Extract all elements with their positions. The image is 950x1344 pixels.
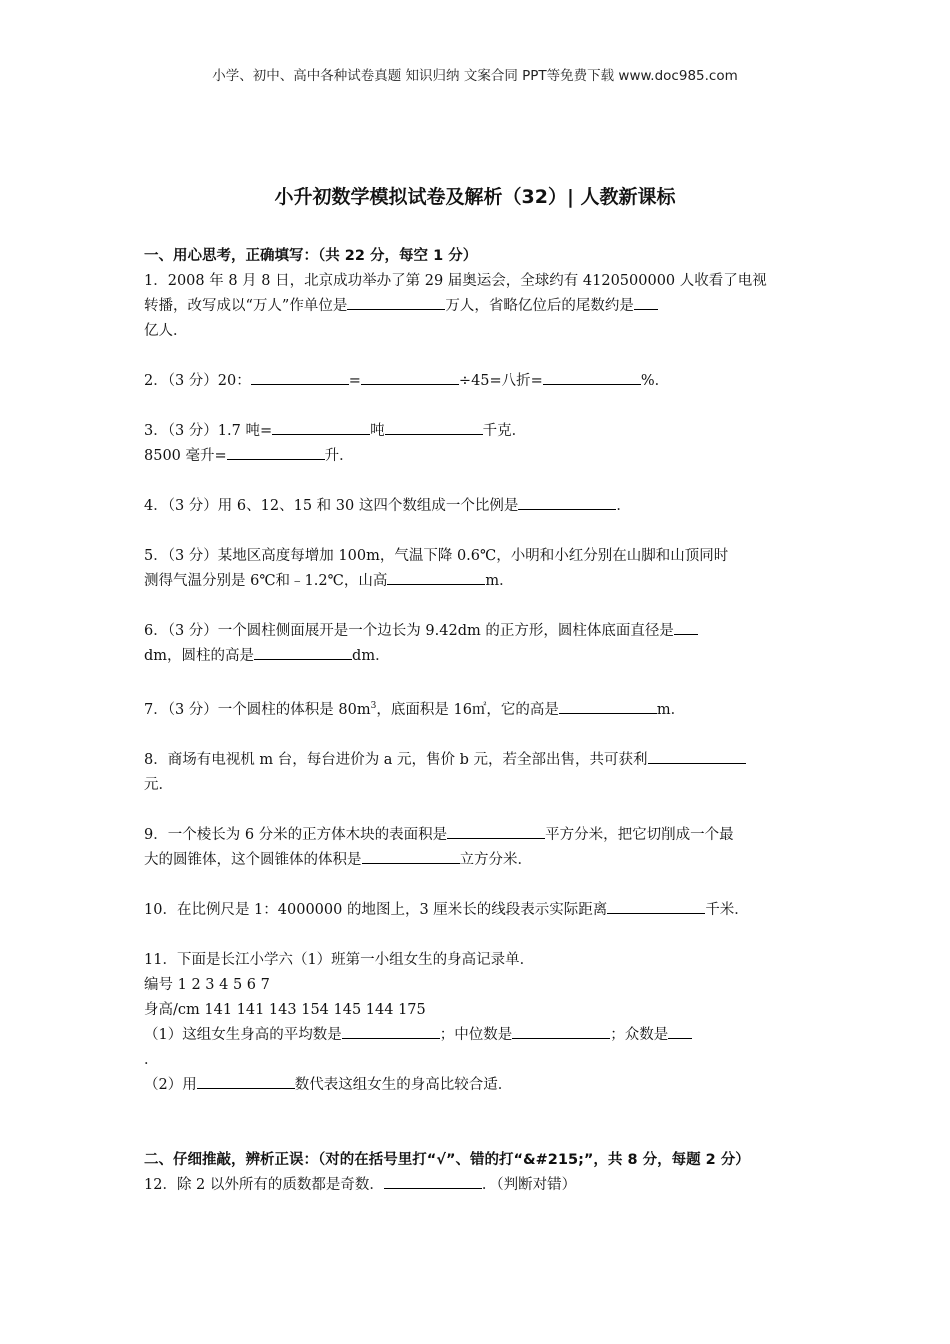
q10-blank-1[interactable]: [607, 898, 705, 914]
q11-blank-3[interactable]: [668, 1023, 692, 1039]
q12-text-b: ．（判断对错）: [481, 1176, 577, 1193]
q2-text-a: 2．（3 分）20：: [144, 373, 251, 389]
q2-text-d: %．: [640, 373, 670, 389]
page-title: 小升初数学模拟试卷及解析（32）| 人教新课标: [274, 186, 676, 208]
question-6: [144, 619, 809, 669]
q12-text-a: 12．除 2 以外所有的质数都是奇数．: [144, 1176, 384, 1193]
q11-blank-1[interactable]: [342, 1023, 440, 1039]
q4-blank-1[interactable]: [518, 494, 616, 510]
q1-text-b: 万人，省略亿位后的尾数约是: [445, 298, 634, 314]
q2-blank-2[interactable]: [361, 369, 459, 385]
q11-part2-text-a: （2）用: [144, 1076, 197, 1093]
question-4: [144, 494, 809, 519]
question-11: [144, 948, 809, 1098]
q2-text-b: =: [348, 373, 361, 389]
q6-text-b: dm，圆柱的高是: [144, 648, 255, 664]
q6-text-c: dm．: [352, 648, 390, 664]
q6-blank-2[interactable]: [254, 644, 352, 660]
page-header: 小学、初中、高中各种试卷真题 知识归纳 文案合同 PPT等免费下载 www.doc985.com: [212, 68, 738, 84]
q4-text-b: ．: [616, 498, 631, 514]
q7-text-c: m．: [656, 701, 686, 718]
q4-text-a: 4．（3 分）用 6、12、15 和 30 这四个数组成一个比例是: [144, 498, 519, 514]
q2-text-c: ÷45=八折=: [458, 373, 543, 389]
question-8: [144, 748, 809, 798]
q3-blank-2[interactable]: [385, 419, 483, 435]
q3-text-d: 8500 毫升=: [144, 448, 227, 464]
q3-text-c: 千克．: [482, 423, 527, 439]
q7-text-a: 7．（3 分）一个圆柱的体积是 80m: [144, 701, 371, 718]
q10-text-a: 10．在比例尺是 1：4000000 的地图上，3 厘米长的线段表示实际距离: [144, 901, 608, 918]
section-1-heading: 一、用心思考，正确填写：（共 22 分，每空 1 分）: [144, 248, 478, 264]
q9-text-c: 大的圆锥体，这个圆锥体的体积是: [144, 851, 362, 868]
q9-text-d: 立方分米．: [459, 851, 532, 868]
q8-text-a: 8．商场有电视机 m 台，每台进价为 a 元，售价 b 元，若全部出售，共可获利: [144, 751, 648, 768]
question-9: [144, 823, 809, 873]
q1-blank-1[interactable]: [347, 294, 445, 310]
q5-line1: 5．（3 分）某地区高度每增加 100m，气温下降 0.6℃，小明和小红分别在山脚和山顶同时: [144, 548, 729, 564]
q11-blank-2[interactable]: [512, 1023, 610, 1039]
question-7: [144, 694, 809, 723]
q9-blank-2[interactable]: [362, 848, 460, 864]
q11-part1-text-b: ；中位数是: [439, 1026, 513, 1043]
q3-blank-3[interactable]: [227, 444, 325, 460]
q8-text-b: 元．: [144, 776, 173, 793]
q2-blank-3[interactable]: [543, 369, 641, 385]
q9-blank-1[interactable]: [447, 823, 545, 839]
q12-blank-1[interactable]: [384, 1173, 482, 1189]
exam-content: [144, 244, 809, 1198]
question-2: [144, 369, 809, 394]
q2-blank-1[interactable]: [251, 369, 349, 385]
q11-part1-text-d: ．: [144, 1051, 159, 1068]
q3-text-e: 升．: [324, 448, 354, 464]
q5-text-b: m．: [485, 573, 514, 589]
q6-text-a: 6．（3 分）一个圆柱侧面展开是一个边长为 9.42dm 的正方形，圆柱体底面直径是: [144, 623, 674, 639]
question-10: [144, 898, 809, 923]
question-1: [144, 269, 809, 344]
q11-part1-text-c: ；众数是: [610, 1026, 669, 1043]
q11-line3: 身高/cm 141 141 143 154 145 144 175: [144, 1001, 426, 1018]
q3-blank-1[interactable]: [272, 419, 370, 435]
q3-text-a: 3．（3 分）1.7 吨=: [144, 423, 273, 439]
q7-text-b: ，底面积是 16㎡，它的高是: [376, 701, 559, 718]
q1-text-a: 转播，改写成以“万人”作单位是: [144, 298, 348, 314]
q11-part2-text-b: 数代表这组女生的身高比较合适．: [294, 1076, 513, 1093]
section-2-heading: 二、仔细推敲，辨析正误：（对的在括号里打“√”、错的打“&#215;”，共 8 分，每题 2 分）: [144, 1151, 750, 1168]
q11-part1-text-a: （1）这组女生身高的平均数是: [144, 1026, 342, 1043]
q9-text-b: 平方分米，把它切削成一个最: [545, 826, 734, 843]
q11-line2: 编号 1 2 3 4 5 6 7: [144, 976, 270, 993]
q1-line3: 亿人．: [144, 323, 188, 339]
q1-line1: 1．2008 年 8 月 8 日，北京成功举办了第 29 届奥运会，全球约有 4120500000 人收看了电视: [144, 273, 767, 289]
question-3: [144, 419, 809, 469]
q11-blank-4[interactable]: [197, 1073, 295, 1089]
q9-text-a: 9．一个棱长为 6 分米的正方体木块的表面积是: [144, 826, 448, 843]
question-5: [144, 544, 809, 594]
q11-line1: 11．下面是长江小学六（1）班第一小组女生的身高记录单．: [144, 951, 535, 968]
q6-blank-1[interactable]: [674, 619, 698, 635]
q10-text-b: 千米．: [705, 901, 749, 918]
q7-superscript: 3: [370, 701, 377, 711]
question-12: [144, 1173, 809, 1198]
q3-text-b: 吨: [370, 423, 385, 439]
q5-blank-1[interactable]: [387, 569, 485, 585]
q5-text-a: 测得气温分别是 6℃和﹣1.2℃，山高: [144, 573, 388, 589]
q7-blank-1[interactable]: [559, 698, 657, 714]
q1-blank-2[interactable]: [634, 294, 658, 310]
q8-blank-1[interactable]: [648, 748, 746, 764]
